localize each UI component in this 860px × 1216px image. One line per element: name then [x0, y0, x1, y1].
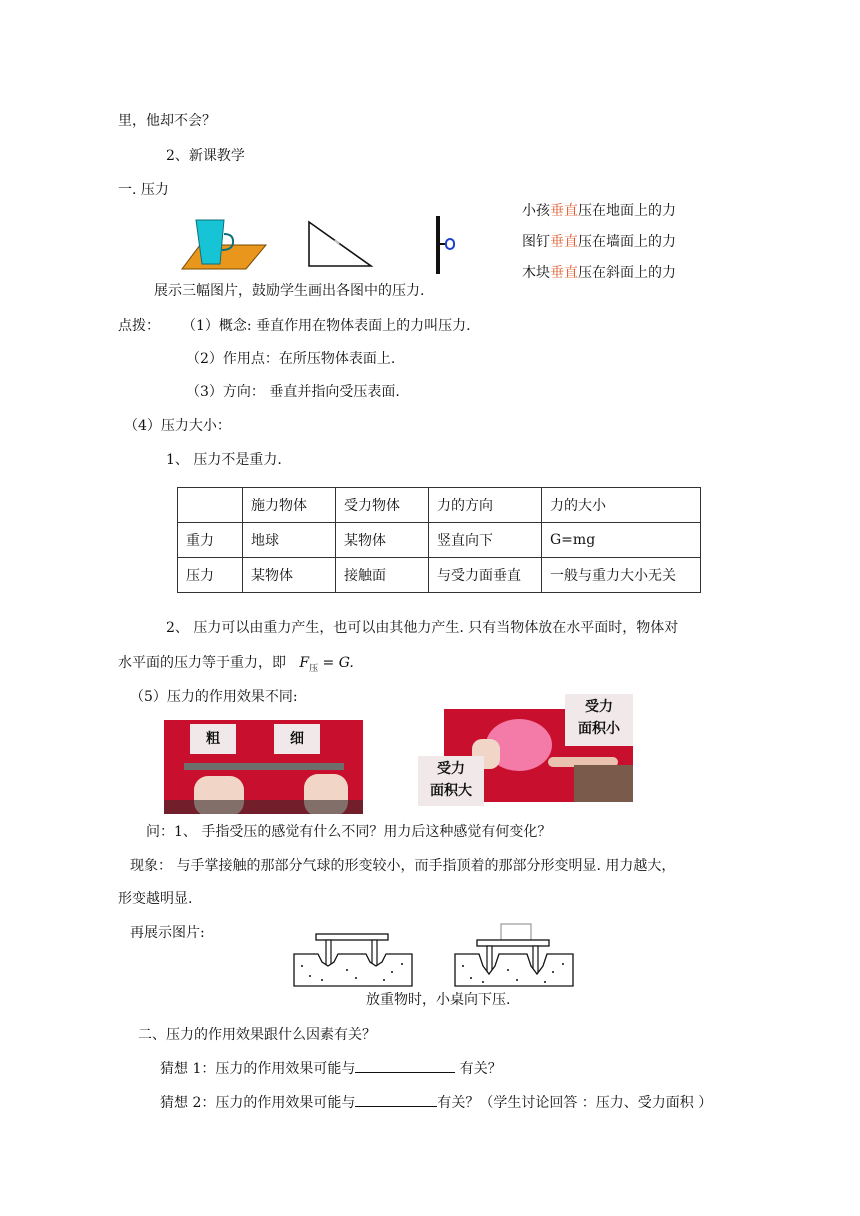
table-cell: 与受力面垂直	[429, 558, 542, 593]
table-cell: 力的方向	[429, 488, 542, 523]
desk-on-sand-figure	[292, 926, 414, 988]
intro-tail: 里，他却不会？	[118, 113, 216, 129]
point-2-line-1: 2、 压力可以由重力产生，也可以由其他力产生. 只有当物体放在水平面时，物体对	[166, 620, 679, 636]
tip-magnitude: （4）压力大小：	[124, 418, 231, 434]
tip-concept: （1）概念: 垂直作用在物体表面上的力叫压力.	[182, 318, 471, 334]
table-cell: 某物体	[336, 523, 429, 558]
label-thick: 粗	[190, 724, 236, 754]
table-row	[178, 558, 701, 593]
phenomenon-line-2: 形变越明显.	[118, 891, 193, 907]
section-two-heading: 二、压力的作用效果跟什么因素有关？	[138, 1027, 376, 1043]
cup-on-board-figure	[180, 214, 270, 272]
table-cell: 施力物体	[243, 488, 336, 523]
sleeve-shape	[574, 765, 633, 802]
table-cell: 受力物体	[336, 488, 429, 523]
table-cell: 接触面	[336, 558, 429, 593]
table-cell	[178, 488, 243, 523]
tip-application-point: （2）作用点：在所压物体表面上.	[186, 351, 396, 367]
label-thin: 细	[274, 724, 320, 754]
table-cell: 压力	[178, 558, 243, 593]
tip-direction: （3）方向： 垂直并指向受压表面.	[186, 384, 400, 400]
comparison-table	[177, 487, 701, 593]
point-1: 1、 压力不是重力.	[166, 452, 282, 468]
table-cell: 地球	[243, 523, 336, 558]
guess-1-blank[interactable]	[355, 1058, 455, 1073]
dark-base-shape	[164, 800, 363, 814]
point-2-line-2: 水平面的压力等于重力，即 $F_压 = G$.	[118, 655, 354, 674]
desk-with-weight-figure	[453, 922, 575, 988]
heading-pressure: 一. 压力	[118, 182, 169, 198]
section-new-lesson: 2、新课教学	[166, 148, 245, 164]
label-large-area: 受力 面积大	[418, 756, 484, 806]
table-cell: 一般与重力大小无关	[542, 558, 701, 593]
table-header-row	[178, 488, 701, 523]
label-small-area: 受力 面积小	[565, 694, 633, 746]
thumbtack-wall-figure	[430, 214, 460, 276]
show-again-label: 再展示图片:	[130, 925, 205, 941]
side-note-3: 木块垂直压在斜面上的力	[522, 265, 676, 281]
pencil-shape	[184, 763, 344, 770]
pencil-fingers-photo	[164, 720, 363, 814]
table-cell: 力的大小	[542, 488, 701, 523]
tips-label: 点拨：	[118, 318, 160, 334]
side-note-1: 小孩垂直压在地面上的力	[522, 203, 676, 219]
table-row	[178, 523, 701, 558]
side-note-2: 图钉垂直压在墙面上的力	[522, 234, 676, 250]
guess-2-blank[interactable]	[355, 1092, 437, 1107]
wedge-block-figure	[305, 218, 377, 270]
question-1: 问：1、 手指受压的感觉有什么不同？用力后这种感觉有何变化？	[146, 824, 552, 840]
guess-2: 猜想 2：压力的作用效果可能与 有关？（学生讨论回答 ：压力、受力面积 ）	[160, 1092, 712, 1113]
phenomenon-line-1: 现象： 与手掌接触的那部分气球的形变较小，而手指顶着的那部分形变明显. 用力越大，	[130, 858, 676, 874]
table-cell: 重力	[178, 523, 243, 558]
table-cell: 竖直向下	[429, 523, 542, 558]
desk-caption: 放重物时，小桌向下压.	[366, 992, 511, 1008]
table-cell: 某物体	[243, 558, 336, 593]
effect-heading: （5）压力的作用效果不同:	[130, 689, 298, 705]
table-cell: G=mg	[542, 523, 701, 558]
caption-three-pictures: 展示三幅图片，鼓励学生画出各图中的压力.	[154, 283, 425, 299]
guess-1: 猜想 1：压力的作用效果可能与 有关？	[160, 1058, 502, 1079]
